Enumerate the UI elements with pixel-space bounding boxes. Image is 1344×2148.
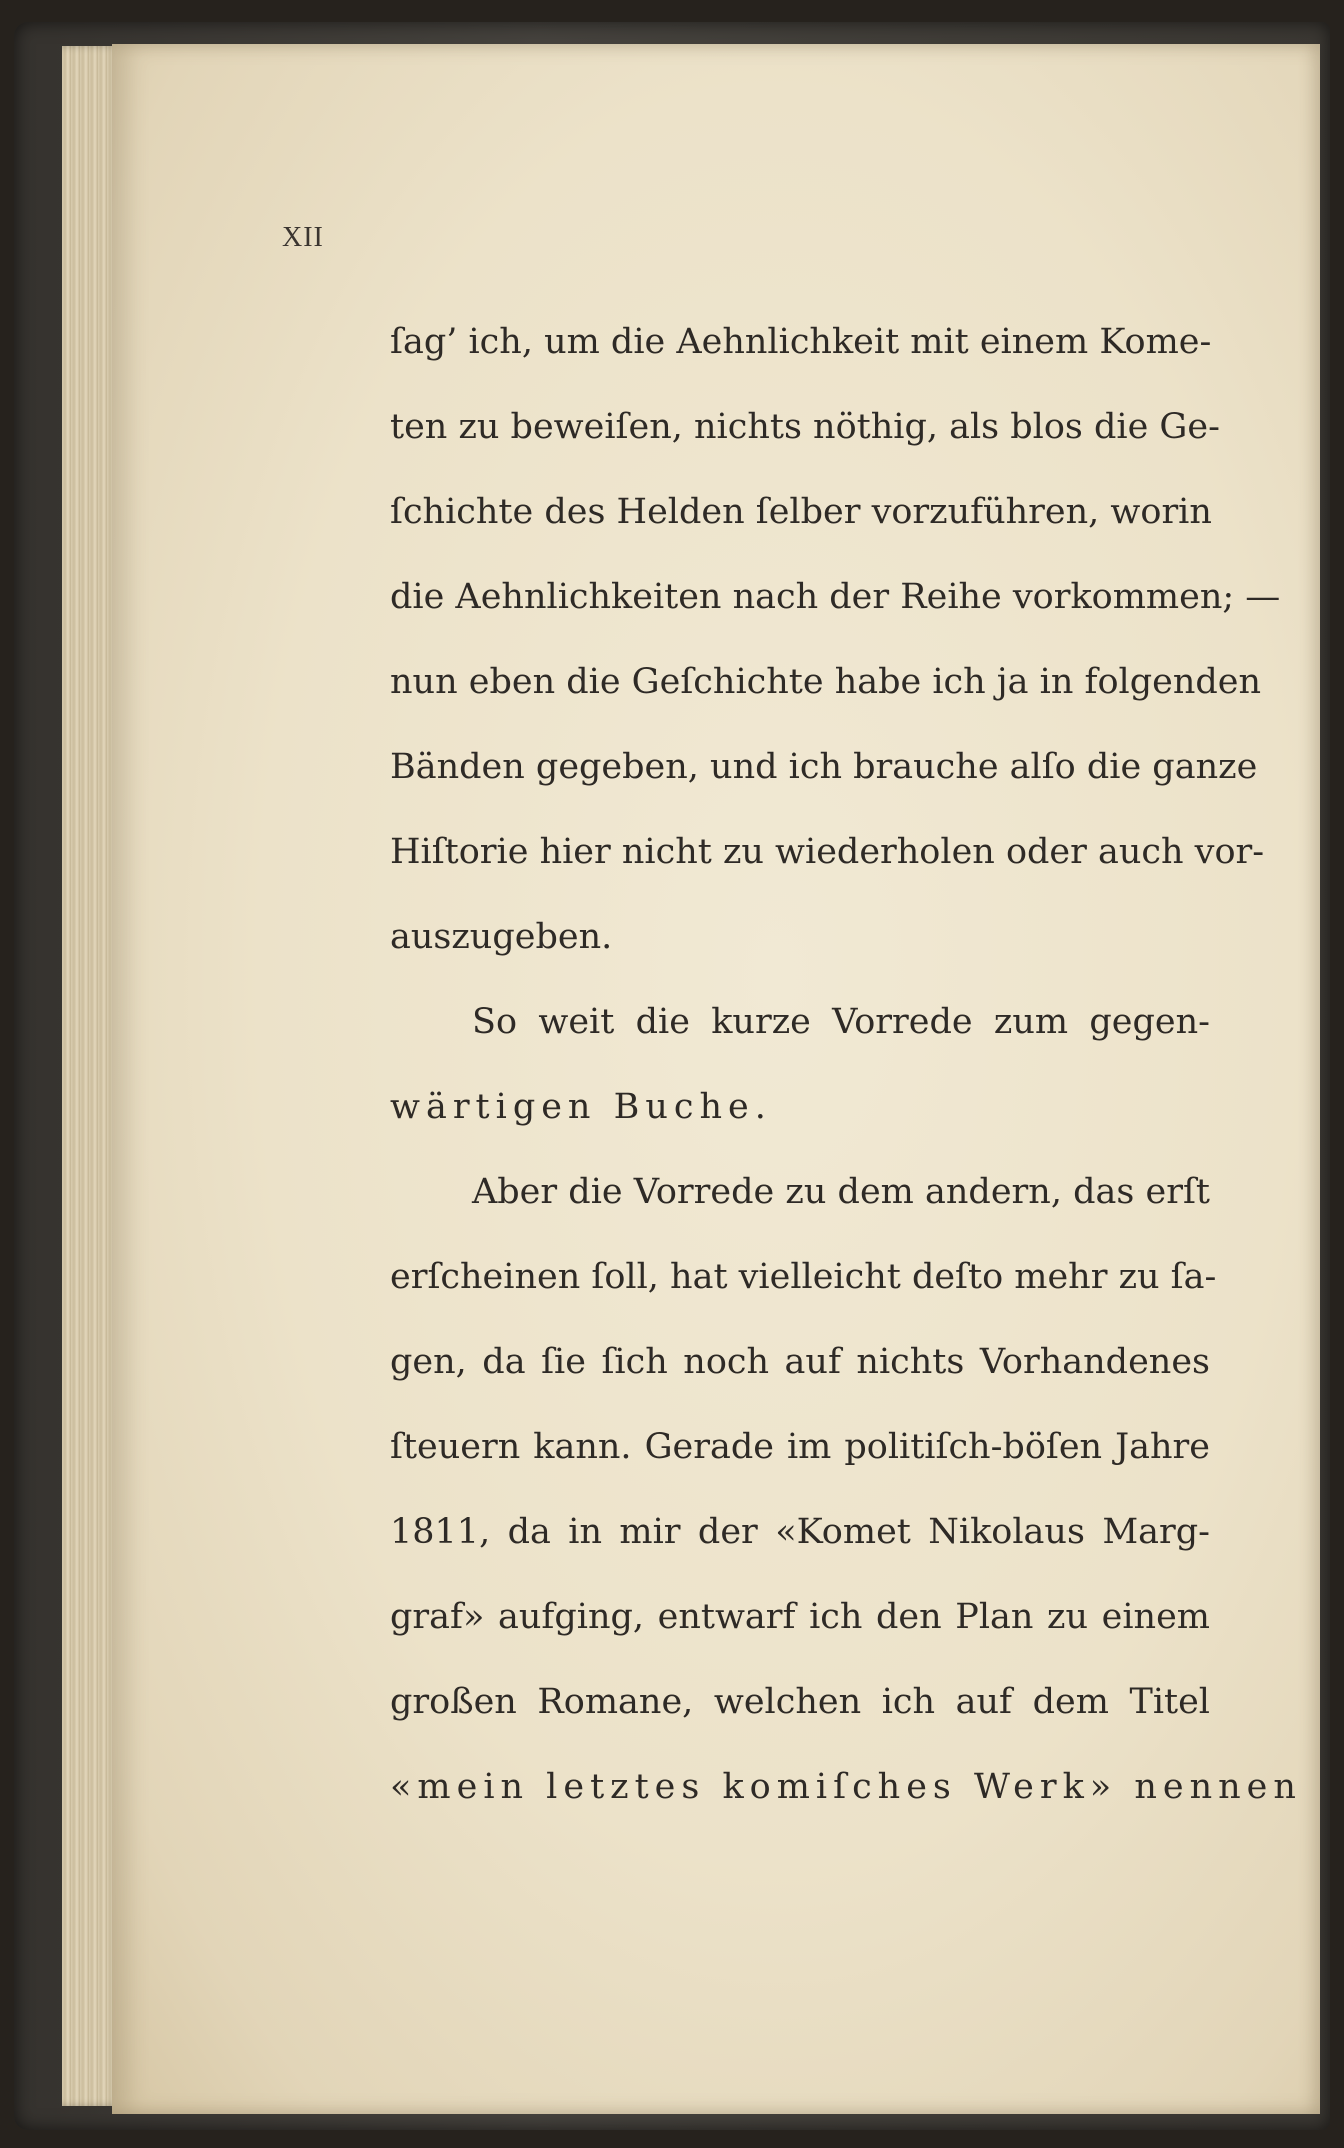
text-line: graf» aufging, entwarf ich den Plan zu einem bbox=[390, 1597, 1210, 1637]
text-line: wärtigen Buche. bbox=[390, 1087, 772, 1127]
text-line: nun eben die Geſchichte habe ich ja in folgenden bbox=[390, 662, 1262, 702]
text-line: die Aehnlichkeiten nach der Reihe vorkommen; — bbox=[390, 577, 1281, 617]
text-line: ten zu beweiſen, nichts nöthig, als blos die Ge- bbox=[390, 407, 1220, 447]
text-line: Bänden gegeben, und ich brauche alſo die ganze bbox=[390, 747, 1258, 787]
text-line: großen Romane, welchen ich auf dem Titel bbox=[390, 1682, 1210, 1722]
body-text bbox=[390, 300, 1302, 1830]
text-line: erſcheinen ſoll, hat vielleicht deſto mehr zu ſa- bbox=[390, 1257, 1217, 1297]
text-line: 1811, da in mir der «Komet Nikolaus Marg- bbox=[390, 1512, 1210, 1552]
text-line: gen, da ſie ſich noch auf nichts Vorhandenes bbox=[390, 1342, 1210, 1382]
text-line: ſteuern kann. Gerade im politiſch-böſen Jahre bbox=[390, 1427, 1210, 1467]
text-line: auszugeben. bbox=[390, 917, 613, 957]
text-line: «mein letztes komiſches Werk» nennen bbox=[390, 1767, 1302, 1807]
page-number: XII bbox=[282, 222, 324, 253]
text-line: ſchichte des Helden ſelber vorzuführen, worin bbox=[390, 492, 1212, 532]
text-line: So weit die kurze Vorrede zum gegen- bbox=[472, 1002, 1210, 1042]
text-line: ſag’ ich, um die Aehnlichkeit mit einem Kome- bbox=[390, 322, 1212, 362]
text-line: Hiſtorie hier nicht zu wiederholen oder auch vor- bbox=[390, 832, 1265, 872]
text-line: Aber die Vorrede zu dem andern, das erſt bbox=[472, 1172, 1210, 1212]
